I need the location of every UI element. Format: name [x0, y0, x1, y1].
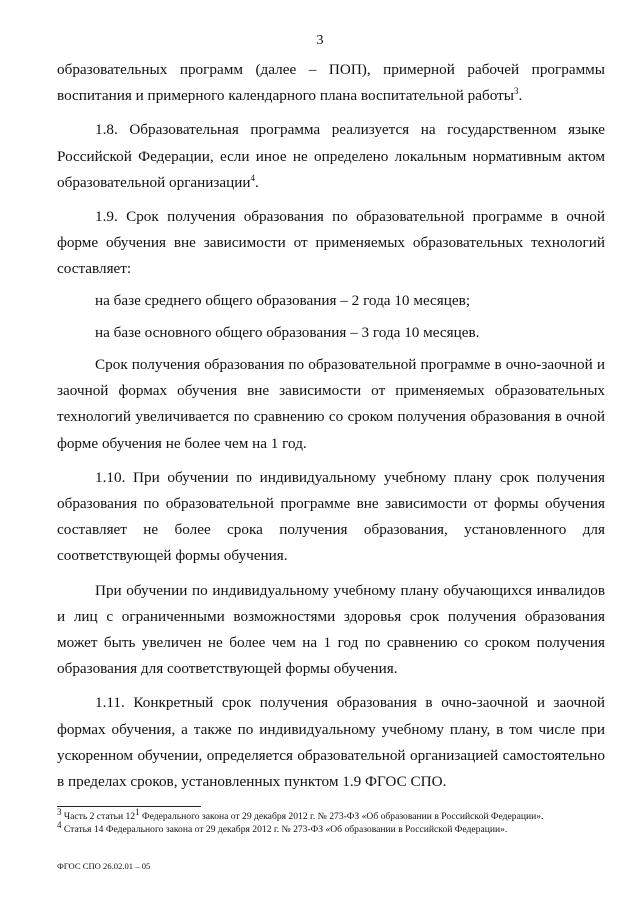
paragraph-term-extension: Срок получения образования по образовательной программе в очно-заочной и заочной формах обучения вне зависимости от применяемых образовательных технологий увеличивается по сравнению со сроком получения образования в очной форме обучения не более чем на 1 год.: [57, 356, 605, 452]
paragraph-text: 1.8. Образовательная программа реализуется на государственном языке Российской Федерации, если иное не определено локальным нормативным актом образовательной организации: [57, 121, 605, 191]
page-number: 3: [316, 33, 324, 48]
document-code: ФГОС СПО 26.02.01 – 05: [57, 861, 151, 871]
list-item: на базе основного общего образования – 3 года 10 месяцев.: [95, 323, 480, 341]
footnote-ref[interactable]: 4: [250, 172, 256, 183]
footnote-text: Статья 14 Федерального закона от 29 декабря 2012 г. № 273-ФЗ «Об образовании в Российской Федерации».: [61, 823, 508, 835]
paragraph-continuation: [57, 57, 605, 109]
document-body: [57, 57, 605, 795]
footnote-superscript: 1: [135, 806, 140, 817]
list-item: на базе среднего общего образования – 2 года 10 месяцев;: [95, 291, 471, 309]
paragraph-1-9: 1.9. Срок получения образования по образовательной программе в очной форме обучения вне зависимости от применяемых образовательных технологий составляет:: [57, 208, 605, 278]
footnote-3: [57, 806, 617, 824]
paragraph-text: .: [518, 87, 523, 105]
paragraph-text: образовательных программ (далее – ПОП), примерной рабочей программы воспитания и примерного календарного плана воспитательной работы: [57, 61, 605, 105]
footnote-mark: 3: [57, 806, 62, 817]
footnote-4: [57, 819, 617, 837]
footnote-text: Часть 2 статьи 12: [61, 811, 136, 822]
footnote-ref[interactable]: 3: [513, 86, 519, 97]
footnotes: [57, 806, 617, 836]
footnote-divider: [57, 806, 201, 807]
paragraph-disabilities: При обучении по индивидуальному учебному плану обучающихся инвалидов и лиц с ограниченными возможностями здоровья срок получения образования может быть увеличен не более чем на 1 год по сравнению со сроком получения образования для соответствующей формы обучения.: [57, 581, 605, 678]
paragraph-1-11: 1.11. Конкретный срок получения образования в очно-заочной и заочной формах обучения, а также по индивидуальному учебному плану, в том числе при ускоренном обучении, определяется образовательной организацией самостоятельно в пределах сроков, установленных пунктом 1.9 ФГОС СПО.: [57, 694, 605, 791]
footnote-mark: 4: [57, 819, 62, 830]
paragraph-text: .: [255, 173, 259, 191]
paragraph-1-10: 1.10. При обучении по индивидуальному учебному плану срок получения образования по образовательной программе вне зависимости от формы обучения составляет не более срока получения образования, установленного для соответствующей формы обучения.: [57, 468, 605, 565]
paragraph-1-8: [57, 117, 605, 196]
footnote-text: Федерального закона от 29 декабря 2012 г. № 273-ФЗ «Об образовании в Российской Федерации».: [139, 811, 544, 822]
